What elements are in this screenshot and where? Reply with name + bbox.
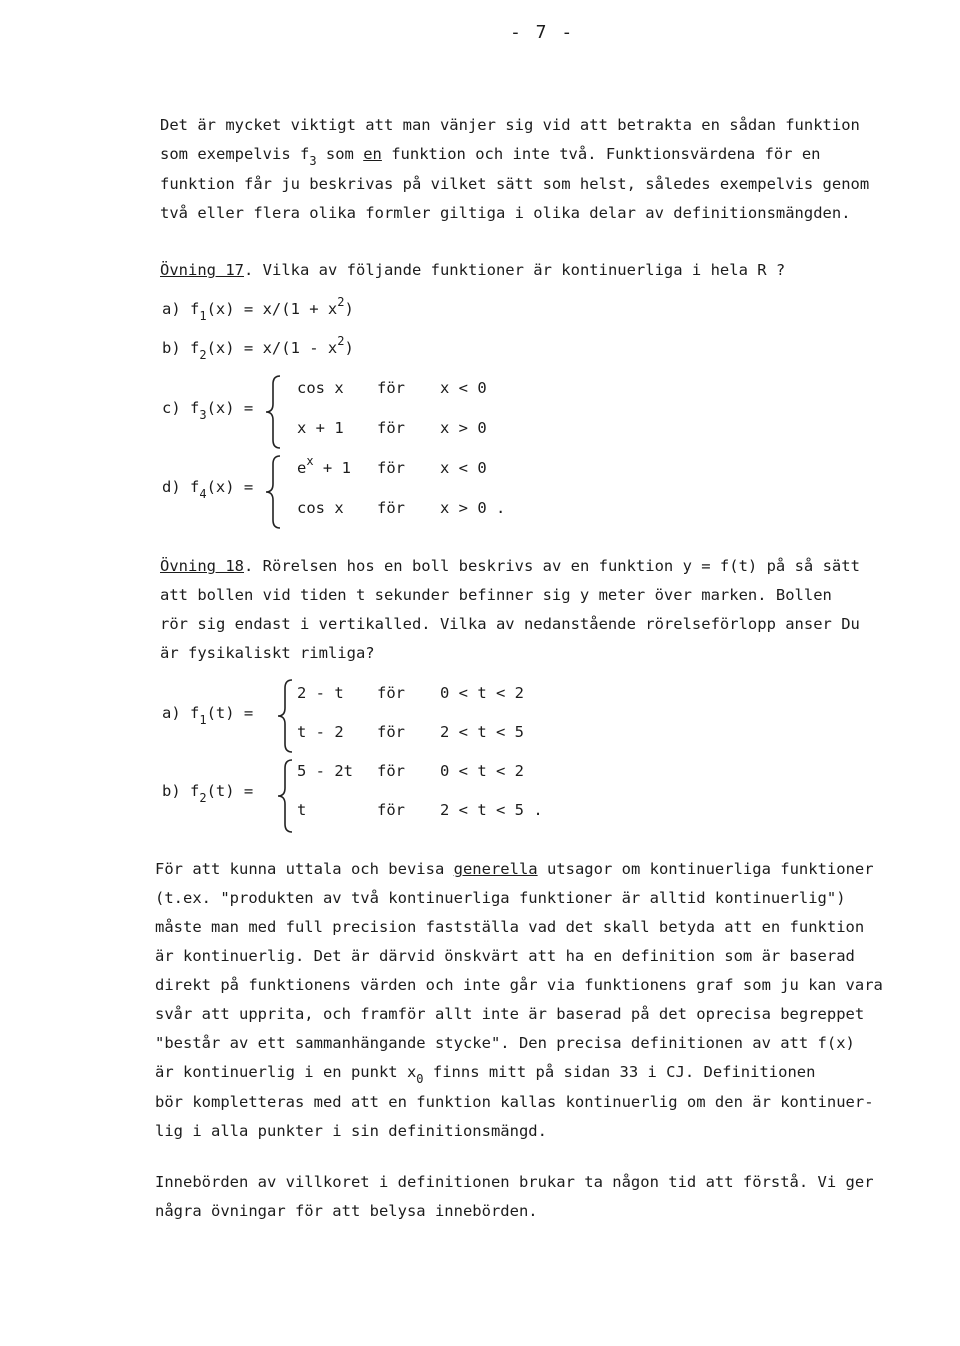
exercise-18-b-brace xyxy=(274,756,298,836)
definition-line-10: lig i alla punkter i sin definitionsmängd. xyxy=(155,1122,547,1140)
exercise-17-c-for-1: för xyxy=(377,379,405,397)
definition-line-6: svår att upprita, och framför allt inte är baserad på det oprecisa begreppet xyxy=(155,1005,865,1023)
definition-line-8: är kontinuerlig i en punkt $x_0$ finns mitt på sidan 33 i CJ. Definitionen xyxy=(155,1063,816,1086)
exercise-18-a-case-2: t - 2 xyxy=(297,723,344,741)
exercise-17-title: Övning 17 xyxy=(160,261,244,279)
exercise-17-c-for-2: för xyxy=(377,419,405,437)
exercise-18-line-4: är fysikaliskt rimliga? xyxy=(160,644,375,662)
exercise-18-b-for-1: för xyxy=(377,762,405,780)
intro-line-1: Det är mycket viktigt att man vänjer sig vid att betrakta en sådan funktion xyxy=(160,116,860,134)
exercise-17-d-case-1: $e^x + 1$ xyxy=(297,454,351,477)
exercise-17-c-case-2: x + 1 xyxy=(297,419,344,437)
definition-line-5: direkt på funktionens värden och inte går via funktionens graf som ju kan vara xyxy=(155,976,883,994)
exercise-17-c-brace xyxy=(262,372,286,452)
exercise-18-line-2: att bollen vid tiden t sekunder befinner sig y meter över marken. Bollen xyxy=(160,586,832,604)
definition-line-9: bör kompletteras med att en funktion kallas kontinuerlig om den är kontinuer- xyxy=(155,1093,874,1111)
exercise-17-c-cond-1: x < 0 xyxy=(440,379,487,397)
exercise-17-d-brace xyxy=(262,452,286,532)
exercise-18-a-for-1: för xyxy=(377,684,405,702)
exercise-18-a-case-1: 2 - t xyxy=(297,684,344,702)
definition-line-2: (t.ex. "produkten av två kontinuerliga funktioner är alltid kontinuerlig") xyxy=(155,889,846,907)
closing-paragraph xyxy=(155,1168,874,1226)
exercise-17-d-case-2: cos x xyxy=(297,499,344,517)
intro-paragraph xyxy=(160,111,869,228)
definition-paragraph xyxy=(155,855,883,1146)
exercise-17-c-cond-2: x > 0 xyxy=(440,419,487,437)
exercise-18-b-case-1: 5 - 2t xyxy=(297,762,353,780)
closing-line-1: Innebörden av villkoret i definitionen brukar ta någon tid att förstå. Vi ger xyxy=(155,1173,874,1191)
exercise-17-a: a) $f_1(x) = x/(1 + x^2)$ xyxy=(162,295,354,323)
exercise-18-b-case-2: t xyxy=(297,801,307,819)
exercise-18-a-cond-1: 0 < t < 2 xyxy=(440,684,524,702)
intro-line-2: som exempelvis $f_3$ som en funktion och inte två. Funktionsvärdena för en xyxy=(160,145,821,168)
definition-line-7: "består av ett sammanhängande stycke". Den precisa definitionen av att f(x) xyxy=(155,1034,855,1052)
exercise-17-d-label: d) $f_4(x)$ = xyxy=(162,478,254,501)
closing-line-2: några övningar för att belysa innebörden. xyxy=(155,1202,538,1220)
exercise-18-b-for-2: för xyxy=(377,801,405,819)
exercise-18-line-1: Övning 18. Rörelsen hos en boll beskrivs av en funktion y = f(t) på så sätt xyxy=(160,557,860,575)
exercise-18-a-cond-2: 2 < t < 5 xyxy=(440,723,524,741)
exercise-18-b-cond-1: 0 < t < 2 xyxy=(440,762,524,780)
exercise-17-b: b) $f_2(x) = x/(1 - x^2)$ xyxy=(162,334,354,362)
exercise-17-d-for-1: för xyxy=(377,459,405,477)
exercise-17-heading: Övning 17. Vilka av följande funktioner är kontinuerliga i hela R ? xyxy=(160,261,786,279)
exercise-17-d-cond-2: x > 0 . xyxy=(440,499,506,517)
exercise-18-paragraph xyxy=(160,552,860,668)
exercise-18-a-for-2: för xyxy=(377,723,405,741)
exercise-18-title: Övning 18 xyxy=(160,557,244,575)
exercise-18-b-label: b) $f_2(t)$ = xyxy=(162,782,254,805)
definition-line-3: måste man med full precision fastställa vad det skall betyda att en funktion xyxy=(155,918,865,936)
intro-line-4: två eller flera olika formler giltiga i olika delar av definitionsmängden. xyxy=(160,204,851,222)
exercise-18-line-3: rör sig endast i vertikalled. Vilka av nedanstående rörelseförlopp anser Du xyxy=(160,615,860,633)
exercise-17-c-case-1: cos x xyxy=(297,379,344,397)
exercise-18-a-label: a) $f_1(t)$ = xyxy=(162,704,254,727)
exercise-17-d-for-2: för xyxy=(377,499,405,517)
exercise-17-c-label: c) $f_3(x)$ = xyxy=(162,399,254,422)
exercise-18-a-brace xyxy=(274,676,298,756)
exercise-17-d-cond-1: x < 0 xyxy=(440,459,487,477)
definition-line-4: är kontinuerlig. Det är därvid önskvärt att ha en definition som är baserad xyxy=(155,947,855,965)
page-number: - 7 - xyxy=(510,22,575,43)
definition-line-1: För att kunna uttala och bevisa generella utsagor om kontinuerliga funktioner xyxy=(155,860,874,878)
exercise-18-b-cond-2: 2 < t < 5 . xyxy=(440,801,543,819)
intro-line-3: funktion får ju beskrivas på vilket sätt som helst, således exempelvis genom xyxy=(160,175,870,193)
